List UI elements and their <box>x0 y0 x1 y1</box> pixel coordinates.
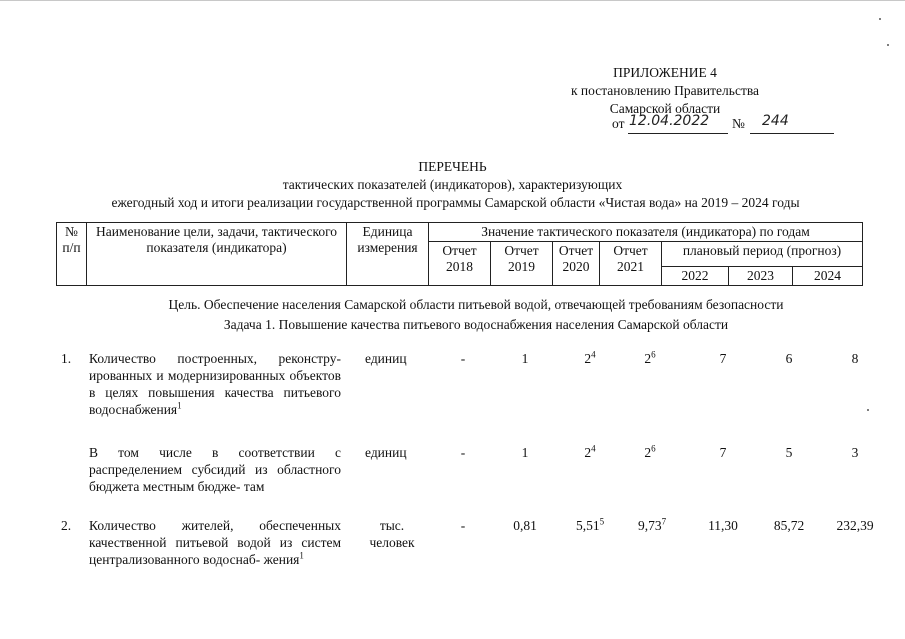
header-values-group: Значение тактического показателя (индикатора) по годам <box>429 223 863 242</box>
value-2021-text: 9,73 <box>637 518 662 533</box>
handwritten-date: 12.04.2022 <box>629 113 710 129</box>
row-unit: единиц <box>365 351 407 366</box>
header-report-2021 <box>600 242 662 286</box>
footnote-mark: 1 <box>299 550 304 561</box>
row-unit: тыс. человек <box>369 518 415 550</box>
header-report-2019 <box>491 242 553 286</box>
header-year-2022: 2022 <box>662 267 729 286</box>
footnote-mark: 5 <box>599 516 605 527</box>
footnote-mark: 4 <box>591 443 596 454</box>
scan-speck <box>879 18 881 20</box>
scan-speck <box>867 409 869 411</box>
value-2023: 5 <box>785 445 793 460</box>
header-plan-period: плановый период (прогноз) <box>662 242 863 267</box>
appendix-date-line <box>612 113 834 134</box>
row-name-text: В том числе в соответствии с распределением субсидий из областного бюджета местным бюдже- там <box>89 445 341 494</box>
value-2021 <box>630 350 670 367</box>
header-no: № п/п <box>57 223 87 286</box>
row-name <box>89 517 341 568</box>
value-2018: - <box>460 518 466 533</box>
report-label: Отчет <box>558 243 594 258</box>
year-2020: 2020 <box>562 259 590 274</box>
value-2022: 7 <box>719 445 727 460</box>
header-year-2023: 2023 <box>729 267 793 286</box>
value-2024: 232,39 <box>836 518 874 533</box>
year-2019: 2019 <box>508 259 535 274</box>
document-subtitle: тактических показателей (индикаторов), характеризующих <box>282 177 623 192</box>
value-2020-text: 5,51 <box>575 518 600 533</box>
footnote-mark: 7 <box>661 516 667 527</box>
date-underline <box>628 133 728 134</box>
value-2022: 11,30 <box>708 518 738 533</box>
report-label: Отчет <box>442 243 477 258</box>
value-2019: 1 <box>521 445 529 460</box>
value-2021 <box>624 517 680 534</box>
value-2018: - <box>460 351 466 366</box>
value-2021-text: 2 <box>644 445 652 460</box>
number-label: № <box>732 116 745 131</box>
number-underline <box>750 133 834 134</box>
row-number: 1. <box>61 351 72 366</box>
goal-line: Цель. Обеспечение населения Самарской области питьевой водой, отвечающей требованиям безопасности <box>168 297 784 312</box>
header-year-2024: 2024 <box>793 267 863 286</box>
value-2020 <box>570 444 610 461</box>
appendix-line2: к постановлению Правительства <box>570 83 760 98</box>
table-header <box>56 222 863 286</box>
year-2018: 2018 <box>446 259 473 274</box>
footnote-mark: 6 <box>651 349 656 360</box>
value-2022: 7 <box>719 351 727 366</box>
from-label: от <box>612 116 625 131</box>
document-subtitle-2: ежегодный ход и итоги реализации государственной программы Самарской области «Чистая вода» на 2019 – 2024 годы <box>111 195 800 210</box>
appendix-line3: Самарской области <box>609 101 721 116</box>
value-2019: 1 <box>521 351 529 366</box>
value-2020 <box>570 350 610 367</box>
header-report-2018 <box>429 242 491 286</box>
report-label: Отчет <box>504 243 539 258</box>
row-name-text: Количество построенных, реконстру- ированных и модернизированных объектов в целях повышения качества питьевого водоснабжения <box>89 351 341 417</box>
appendix-title: ПРИЛОЖЕНИЕ 4 <box>613 65 717 80</box>
scan-speck <box>887 44 889 46</box>
value-2020-text: 2 <box>584 445 592 460</box>
value-2023: 6 <box>785 351 793 366</box>
value-2023: 85,72 <box>773 518 805 533</box>
row-unit: единиц <box>365 445 407 460</box>
value-2020 <box>562 517 618 534</box>
value-2021 <box>630 444 670 461</box>
row-name <box>89 444 341 495</box>
value-2018: - <box>460 445 466 460</box>
footnote-mark: 1 <box>177 400 182 411</box>
value-2021-text: 2 <box>644 351 652 366</box>
row-name <box>89 350 341 418</box>
document-title: ПЕРЕЧЕНЬ <box>418 159 487 174</box>
year-2021: 2021 <box>617 259 644 274</box>
handwritten-number: 244 <box>762 113 789 129</box>
value-2024: 8 <box>851 351 859 366</box>
header-unit: Единица измерения <box>347 223 429 286</box>
header-report-2020 <box>553 242 600 286</box>
appendix-block <box>545 64 785 118</box>
footnote-mark: 6 <box>651 443 656 454</box>
top-border-line <box>0 0 905 1</box>
row-number: 2. <box>61 518 72 533</box>
report-label: Отчет <box>613 243 648 258</box>
task-line: Задача 1. Повышение качества питьевого водоснабжения населения Самарской области <box>223 317 729 332</box>
header-name: Наименование цели, задачи, тактического показателя (индикатора) <box>87 223 347 286</box>
row-name-text: Количество жителей, обеспеченных качественной питьевой водой из систем централизованного водоснаб- жения <box>89 518 341 567</box>
value-2020-text: 2 <box>584 351 592 366</box>
value-2024: 3 <box>851 445 859 460</box>
value-2019: 0,81 <box>513 518 537 533</box>
footnote-mark: 4 <box>591 349 596 360</box>
